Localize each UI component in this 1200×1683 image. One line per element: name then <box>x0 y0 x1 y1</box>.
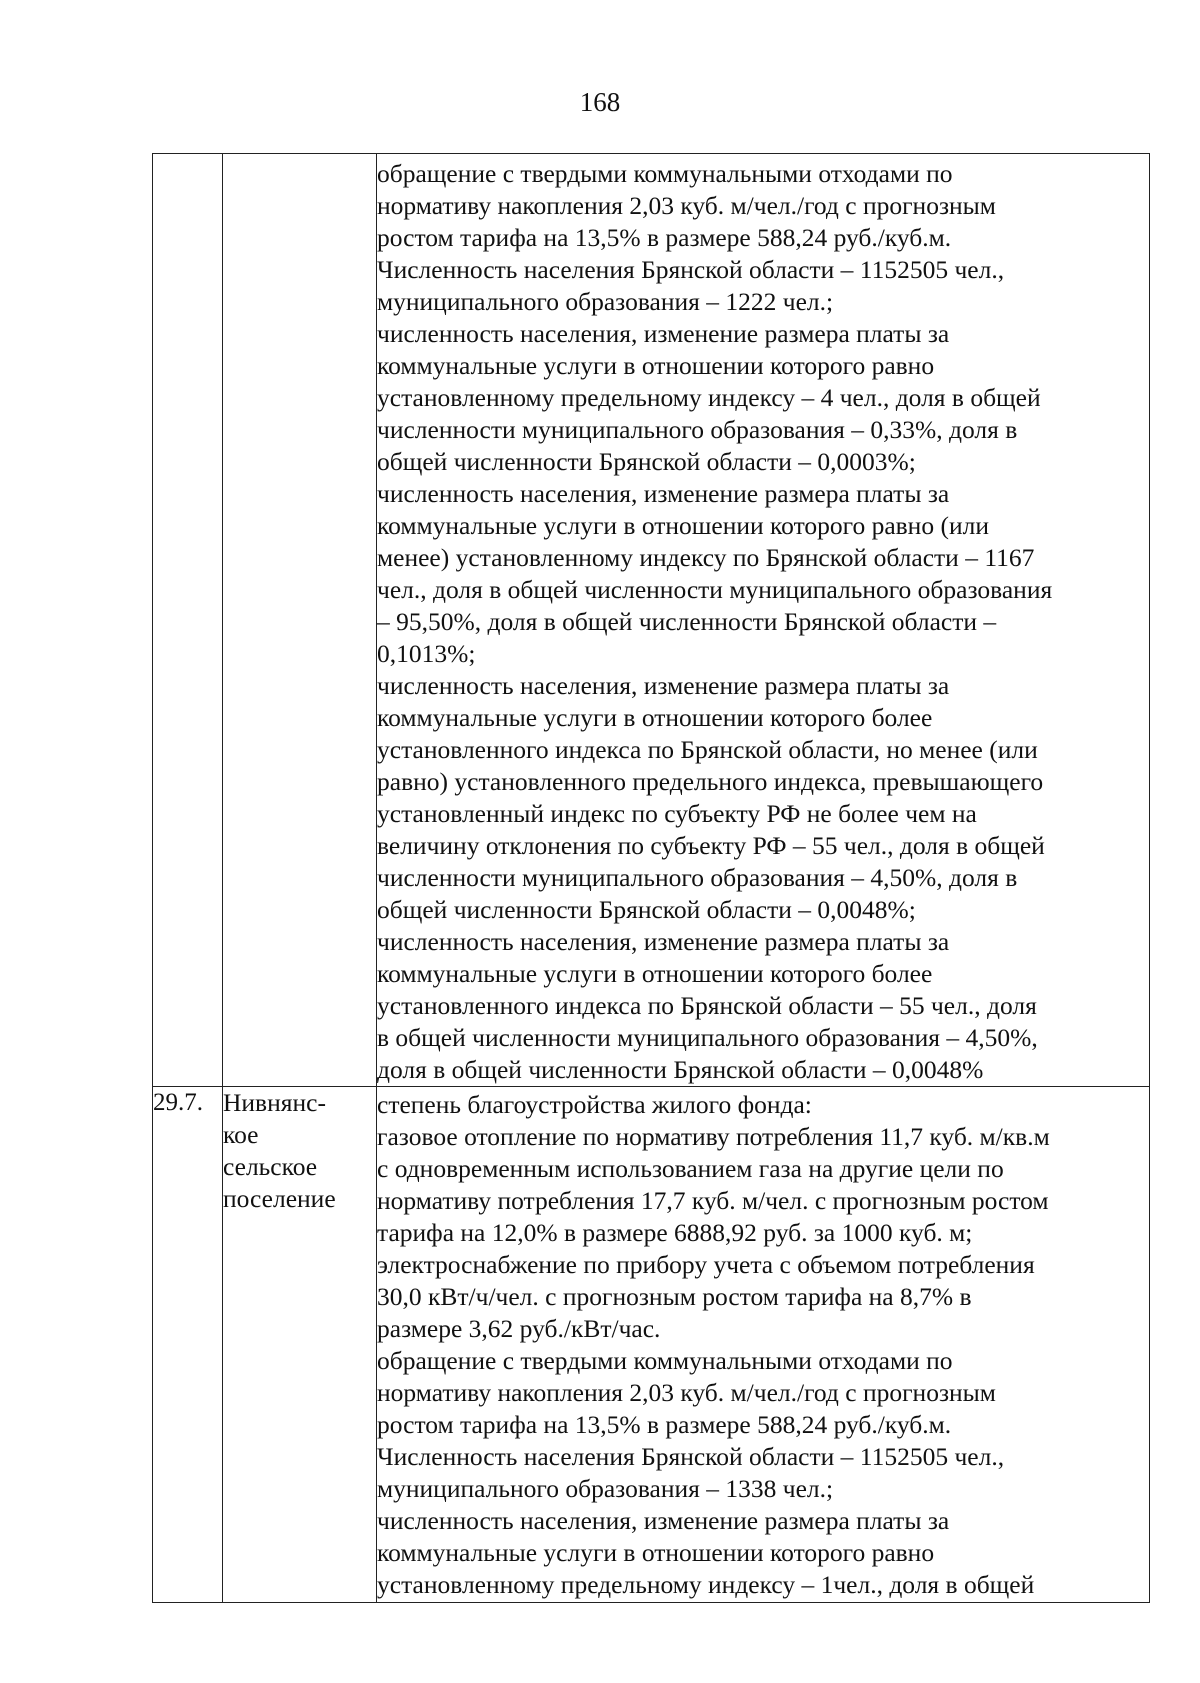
text-line: установленному предельному индексу – 1чел., доля в общей <box>377 1570 1035 1599</box>
text-line: нормативу накопления 2,03 куб. м/чел./год с прогнозным <box>377 191 996 220</box>
text-line: численности муниципального образования – 4,50%, доля в <box>377 863 1018 892</box>
text-line: равно) установленного предельного индекса, превышающего <box>377 767 1044 796</box>
text-line: электроснабжение по прибору учета с объемом потребления <box>377 1250 1035 1279</box>
text-line: ростом тарифа на 13,5% в размере 588,24 руб./куб.м. <box>377 1410 952 1439</box>
text-line: чел., доля в общей численности муниципального образования <box>377 575 1053 604</box>
text-line: Численность населения Брянской области – 1152505 чел., <box>377 1442 1005 1471</box>
table-row <box>153 154 1150 1087</box>
text-line: численности муниципального образования – 0,33%, доля в <box>377 415 1018 444</box>
text-line: коммунальные услуги в отношении которого более <box>377 703 933 732</box>
text-line: численность населения, изменение размера платы за <box>377 671 950 700</box>
text-line: 0,1013%; <box>377 639 476 668</box>
text-line: ростом тарифа на 13,5% в размере 588,24 руб./куб.м. <box>377 223 952 252</box>
text-line: обращение с твердыми коммунальными отходами по <box>377 1346 953 1375</box>
text-line: величину отклонения по субъекту РФ – 55 чел., доля в общей <box>377 831 1045 860</box>
settlement-name-cell <box>223 1087 377 1603</box>
text-line: кое <box>223 1120 259 1149</box>
text-line: Численность населения Брянской области – 1152505 чел., <box>377 255 1005 284</box>
table-row <box>153 1087 1150 1603</box>
text-line: с одновременным использованием газа на другие цели по <box>377 1154 1004 1183</box>
text-line: коммунальные услуги в отношении которого равно <box>377 1538 935 1567</box>
text-line: установленному предельному индексу – 4 чел., доля в общей <box>377 383 1041 412</box>
text-line: установленный индекс по субъекту РФ не более чем на <box>377 799 977 828</box>
text-line: доля в общей численности Брянской области – 0,0048% <box>377 1055 984 1084</box>
text-line: размере 3,62 руб./кВт/час. <box>377 1314 661 1343</box>
document-table <box>152 153 1150 1603</box>
text-line: – 95,50%, доля в общей численности Брянской области – <box>377 607 997 636</box>
text-line: численность населения, изменение размера платы за <box>377 479 950 508</box>
text-line: установленного индекса по Брянской области, но менее (или <box>377 735 1038 764</box>
text-line: установленного индекса по Брянской области – 55 чел., доля <box>377 991 1037 1020</box>
text-line: общей численности Брянской области – 0,0003%; <box>377 447 916 476</box>
page-number: 168 <box>579 87 621 117</box>
row-number-cell <box>153 154 223 1087</box>
text-line: коммунальные услуги в отношении которого равно (или <box>377 511 989 540</box>
text-line: обращение с твердыми коммунальными отходами по <box>377 159 953 188</box>
text-line: в общей численности муниципального образования – 4,50%, <box>377 1023 1038 1052</box>
text-line: муниципального образования – 1338 чел.; <box>377 1474 834 1503</box>
text-line: муниципального образования – 1222 чел.; <box>377 287 834 316</box>
text-line: численность населения, изменение размера платы за <box>377 927 950 956</box>
text-line: численность населения, изменение размера платы за <box>377 1506 950 1535</box>
text-line: нормативу накопления 2,03 куб. м/чел./год с прогнозным <box>377 1378 996 1407</box>
settlement-name-cell <box>223 154 377 1087</box>
description-cell <box>377 1087 1150 1603</box>
text-line: коммунальные услуги в отношении которого равно <box>377 351 935 380</box>
row-number-cell: 29.7. <box>153 1087 223 1603</box>
text-line: 30,0 кВт/ч/чел. с прогнозным ростом тарифа на 8,7% в <box>377 1282 972 1311</box>
text-line: степень благоустройства жилого фонда: <box>377 1090 812 1119</box>
text-line: сельское <box>223 1152 318 1181</box>
text-line: нормативу потребления 17,7 куб. м/чел. с прогнозным ростом <box>377 1186 1049 1215</box>
text-line: Нивнянс- <box>223 1088 326 1117</box>
text-line: численность населения, изменение размера платы за <box>377 319 950 348</box>
text-line: менее) установленному индексу по Брянской области – 1167 <box>377 543 1035 572</box>
description-cell <box>377 154 1150 1087</box>
text-line: тарифа на 12,0% в размере 6888,92 руб. за 1000 куб. м; <box>377 1218 973 1247</box>
text-line: коммунальные услуги в отношении которого более <box>377 959 933 988</box>
text-line: общей численности Брянской области – 0,0048%; <box>377 895 916 924</box>
text-line: газовое отопление по нормативу потребления 11,7 куб. м/кв.м <box>377 1122 1050 1151</box>
text-line: поселение <box>223 1184 336 1213</box>
